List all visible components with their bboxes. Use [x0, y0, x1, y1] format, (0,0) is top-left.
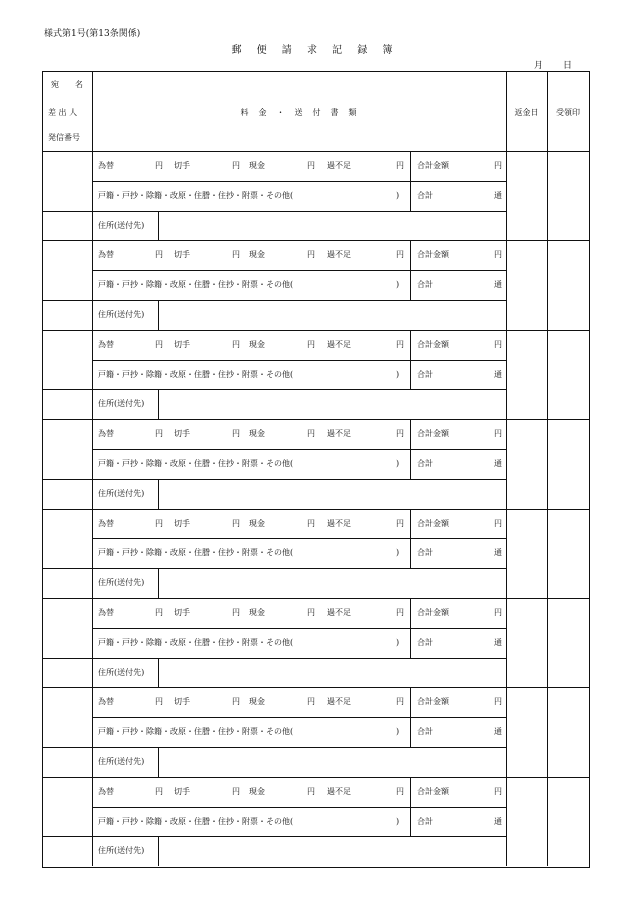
address-label-divider — [158, 479, 159, 509]
column-divider — [547, 598, 548, 687]
column-divider — [547, 240, 548, 329]
kafusoku-label: 過不足 — [327, 160, 351, 170]
yen-label: 円 — [155, 786, 163, 796]
genkin-label: 現金 — [249, 250, 265, 260]
yen-label: 円 — [396, 339, 404, 349]
total-amount-label: 合計金額 — [417, 160, 449, 170]
yen-label: 円 — [307, 786, 315, 796]
column-divider — [547, 419, 548, 508]
tsu-label: 通 — [494, 280, 502, 290]
address-label: 住所(送付先) — [98, 846, 145, 856]
entry-block-divider — [43, 777, 589, 778]
kitte-label: 切手 — [174, 429, 190, 439]
entry-row-divider — [92, 360, 506, 361]
column-divider — [506, 509, 507, 598]
yen-label: 円 — [396, 697, 404, 707]
yen-label: 円 — [396, 786, 404, 796]
entry-row-divider — [92, 628, 506, 629]
fee-docs-heading: 料 金 ・ 送 付 書 類 — [240, 108, 358, 117]
total-count-label: 合計 — [417, 280, 433, 290]
yen-label: 円 — [307, 697, 315, 707]
document-types-label: 戸籍・戸抄・除籍・改原・住謄・住抄・附票・その他( — [98, 637, 294, 647]
column-divider — [92, 330, 93, 419]
entry-row-divider — [92, 449, 506, 450]
yen-label: 円 — [232, 607, 240, 617]
column-divider — [92, 598, 93, 687]
yen-label: 円 — [232, 160, 240, 170]
column-divider — [506, 687, 507, 776]
address-label-divider — [158, 747, 159, 777]
entry-block-divider — [43, 240, 589, 241]
yen-label: 円 — [307, 607, 315, 617]
yen-label: 円 — [307, 250, 315, 260]
kafusoku-label: 過不足 — [327, 697, 351, 707]
receipt-seal-label: 受領印 — [556, 108, 580, 117]
column-divider — [92, 509, 93, 598]
total-count-label: 合計 — [417, 458, 433, 468]
yen-label: 円 — [155, 160, 163, 170]
kawase-label: 為替 — [98, 607, 114, 617]
yen-label: 円 — [494, 697, 502, 707]
column-divider — [547, 509, 548, 598]
document-types-label: 戸籍・戸抄・除籍・改原・住謄・住抄・附票・その他( — [98, 458, 294, 468]
yen-label: 円 — [232, 429, 240, 439]
total-count-label: 合計 — [417, 190, 433, 200]
entry-block-divider — [43, 330, 589, 331]
address-label: 住所(送付先) — [98, 667, 145, 677]
total-amount-label: 合計金額 — [417, 518, 449, 528]
kitte-label: 切手 — [174, 518, 190, 528]
yen-label: 円 — [494, 786, 502, 796]
entry-row-divider — [92, 658, 506, 659]
column-divider — [92, 151, 93, 240]
total-column-divider — [410, 687, 411, 747]
send-number-label: 発信番号 — [48, 133, 80, 142]
entry-row-divider — [92, 300, 506, 301]
yen-label: 円 — [307, 160, 315, 170]
total-column-divider — [410, 509, 411, 569]
total-amount-label: 合計金額 — [417, 339, 449, 349]
genkin-label: 現金 — [249, 697, 265, 707]
tsu-label: 通 — [494, 458, 502, 468]
kawase-label: 為替 — [98, 250, 114, 260]
document-types-label: 戸籍・戸抄・除籍・改原・住謄・住抄・附票・その他( — [98, 548, 294, 558]
column-divider — [506, 419, 507, 508]
kafusoku-label: 過不足 — [327, 429, 351, 439]
address-label-divider — [158, 211, 159, 241]
entry-row-divider — [92, 836, 506, 837]
yen-label: 円 — [155, 518, 163, 528]
total-column-divider — [410, 240, 411, 300]
entry-block-divider — [43, 419, 589, 420]
address-label-divider — [158, 836, 159, 866]
total-amount-label: 合計金額 — [417, 786, 449, 796]
entry-row-divider — [92, 807, 506, 808]
entry-row-divider — [43, 211, 92, 212]
kafusoku-label: 過不足 — [327, 339, 351, 349]
yen-label: 円 — [155, 697, 163, 707]
column-divider — [92, 777, 93, 866]
entry-row-divider — [43, 568, 92, 569]
yen-label: 円 — [396, 518, 404, 528]
address-label-divider — [158, 568, 159, 598]
document-types-label: 戸籍・戸抄・除籍・改原・住謄・住抄・附票・その他( — [98, 190, 294, 200]
entry-row-divider — [43, 747, 92, 748]
sender-label: 差 出 人 — [48, 108, 78, 117]
yen-label: 円 — [232, 339, 240, 349]
genkin-label: 現金 — [249, 160, 265, 170]
kawase-label: 為替 — [98, 518, 114, 528]
total-amount-label: 合計金額 — [417, 607, 449, 617]
kawase-label: 為替 — [98, 697, 114, 707]
yen-label: 円 — [396, 429, 404, 439]
entry-row-divider — [43, 836, 92, 837]
address-label: 住所(送付先) — [98, 309, 145, 319]
tsu-label: 通 — [494, 816, 502, 826]
total-column-divider — [410, 419, 411, 479]
entry-row-divider — [92, 181, 506, 182]
kitte-label: 切手 — [174, 339, 190, 349]
entry-row-divider — [92, 747, 506, 748]
kitte-label: 切手 — [174, 160, 190, 170]
paren-close-label: ) — [396, 369, 400, 379]
total-column-divider — [410, 777, 411, 837]
form-title: 郵 便 請 求 記 録 簿 — [231, 45, 399, 56]
column-divider — [506, 240, 507, 329]
total-count-label: 合計 — [417, 816, 433, 826]
addressee-label: 宛 名 — [51, 80, 83, 89]
genkin-label: 現金 — [249, 518, 265, 528]
entry-row-divider — [92, 211, 506, 212]
total-column-divider — [410, 598, 411, 658]
date-month-label: 月 — [534, 61, 544, 71]
tsu-label: 通 — [494, 369, 502, 379]
column-divider — [547, 687, 548, 776]
address-label-divider — [158, 300, 159, 330]
entry-row-divider — [43, 389, 92, 390]
yen-label: 円 — [232, 250, 240, 260]
yen-label: 円 — [155, 429, 163, 439]
address-label: 住所(送付先) — [98, 220, 145, 230]
address-label-divider — [158, 389, 159, 419]
yen-label: 円 — [155, 339, 163, 349]
yen-label: 円 — [232, 518, 240, 528]
entry-row-divider — [43, 479, 92, 480]
entry-row-divider — [92, 270, 506, 271]
document-types-label: 戸籍・戸抄・除籍・改原・住謄・住抄・附票・その他( — [98, 727, 294, 737]
kawase-label: 為替 — [98, 339, 114, 349]
form-id: 様式第1号(第13条関係) — [44, 29, 141, 39]
refund-date-label: 返金日 — [514, 108, 539, 117]
yen-label: 円 — [396, 250, 404, 260]
yen-label: 円 — [494, 160, 502, 170]
kafusoku-label: 過不足 — [327, 518, 351, 528]
column-divider — [506, 330, 507, 419]
tsu-label: 通 — [494, 727, 502, 737]
address-label: 住所(送付先) — [98, 488, 145, 498]
column-divider — [506, 598, 507, 687]
kitte-label: 切手 — [174, 250, 190, 260]
column-divider — [506, 777, 507, 866]
address-label: 住所(送付先) — [98, 756, 145, 766]
genkin-label: 現金 — [249, 607, 265, 617]
total-amount-label: 合計金額 — [417, 697, 449, 707]
column-divider — [92, 687, 93, 776]
tsu-label: 通 — [494, 548, 502, 558]
header-divider — [43, 151, 589, 152]
genkin-label: 現金 — [249, 339, 265, 349]
entry-row-divider — [92, 389, 506, 390]
kawase-label: 為替 — [98, 786, 114, 796]
paren-close-label: ) — [396, 458, 400, 468]
yen-label: 円 — [494, 250, 502, 260]
kitte-label: 切手 — [174, 786, 190, 796]
document-types-label: 戸籍・戸抄・除籍・改原・住謄・住抄・附票・その他( — [98, 369, 294, 379]
yen-label: 円 — [307, 518, 315, 528]
yen-label: 円 — [155, 250, 163, 260]
entry-row-divider — [43, 658, 92, 659]
column-divider — [92, 240, 93, 329]
yen-label: 円 — [155, 607, 163, 617]
total-column-divider — [410, 151, 411, 211]
address-label: 住所(送付先) — [98, 399, 145, 409]
tsu-label: 通 — [494, 190, 502, 200]
address-label: 住所(送付先) — [98, 578, 145, 588]
document-types-label: 戸籍・戸抄・除籍・改原・住謄・住抄・附票・その他( — [98, 280, 294, 290]
total-count-label: 合計 — [417, 369, 433, 379]
entry-row-divider — [43, 300, 92, 301]
entry-row-divider — [92, 479, 506, 480]
yen-label: 円 — [307, 339, 315, 349]
total-count-label: 合計 — [417, 548, 433, 558]
kawase-label: 為替 — [98, 429, 114, 439]
entry-block-divider — [43, 687, 589, 688]
genkin-label: 現金 — [249, 786, 265, 796]
yen-label: 円 — [494, 429, 502, 439]
paren-close-label: ) — [396, 816, 400, 826]
total-column-divider — [410, 330, 411, 390]
entry-row-divider — [92, 538, 506, 539]
column-divider — [506, 151, 507, 240]
yen-label: 円 — [494, 607, 502, 617]
entry-block-divider — [43, 509, 589, 510]
kawase-label: 為替 — [98, 160, 114, 170]
yen-label: 円 — [232, 697, 240, 707]
yen-label: 円 — [494, 339, 502, 349]
kitte-label: 切手 — [174, 697, 190, 707]
entry-row-divider — [92, 717, 506, 718]
paren-close-label: ) — [396, 727, 400, 737]
address-label-divider — [158, 658, 159, 688]
total-count-label: 合計 — [417, 727, 433, 737]
paren-close-label: ) — [396, 190, 400, 200]
column-divider — [547, 777, 548, 866]
kafusoku-label: 過不足 — [327, 250, 351, 260]
entry-row-divider — [92, 568, 506, 569]
yen-label: 円 — [396, 160, 404, 170]
yen-label: 円 — [396, 607, 404, 617]
kafusoku-label: 過不足 — [327, 607, 351, 617]
entry-block-divider — [43, 598, 589, 599]
yen-label: 円 — [307, 429, 315, 439]
paren-close-label: ) — [396, 637, 400, 647]
tsu-label: 通 — [494, 637, 502, 647]
genkin-label: 現金 — [249, 429, 265, 439]
column-divider — [547, 151, 548, 240]
total-amount-label: 合計金額 — [417, 429, 449, 439]
column-divider — [547, 330, 548, 419]
yen-label: 円 — [494, 518, 502, 528]
paren-close-label: ) — [396, 548, 400, 558]
yen-label: 円 — [232, 786, 240, 796]
kitte-label: 切手 — [174, 607, 190, 617]
document-types-label: 戸籍・戸抄・除籍・改原・住謄・住抄・附票・その他( — [98, 816, 294, 826]
kafusoku-label: 過不足 — [327, 786, 351, 796]
record-register-table — [42, 71, 590, 868]
date-day-label: 日 — [563, 61, 573, 71]
paren-close-label: ) — [396, 280, 400, 290]
total-amount-label: 合計金額 — [417, 250, 449, 260]
column-divider — [92, 419, 93, 508]
total-count-label: 合計 — [417, 637, 433, 647]
